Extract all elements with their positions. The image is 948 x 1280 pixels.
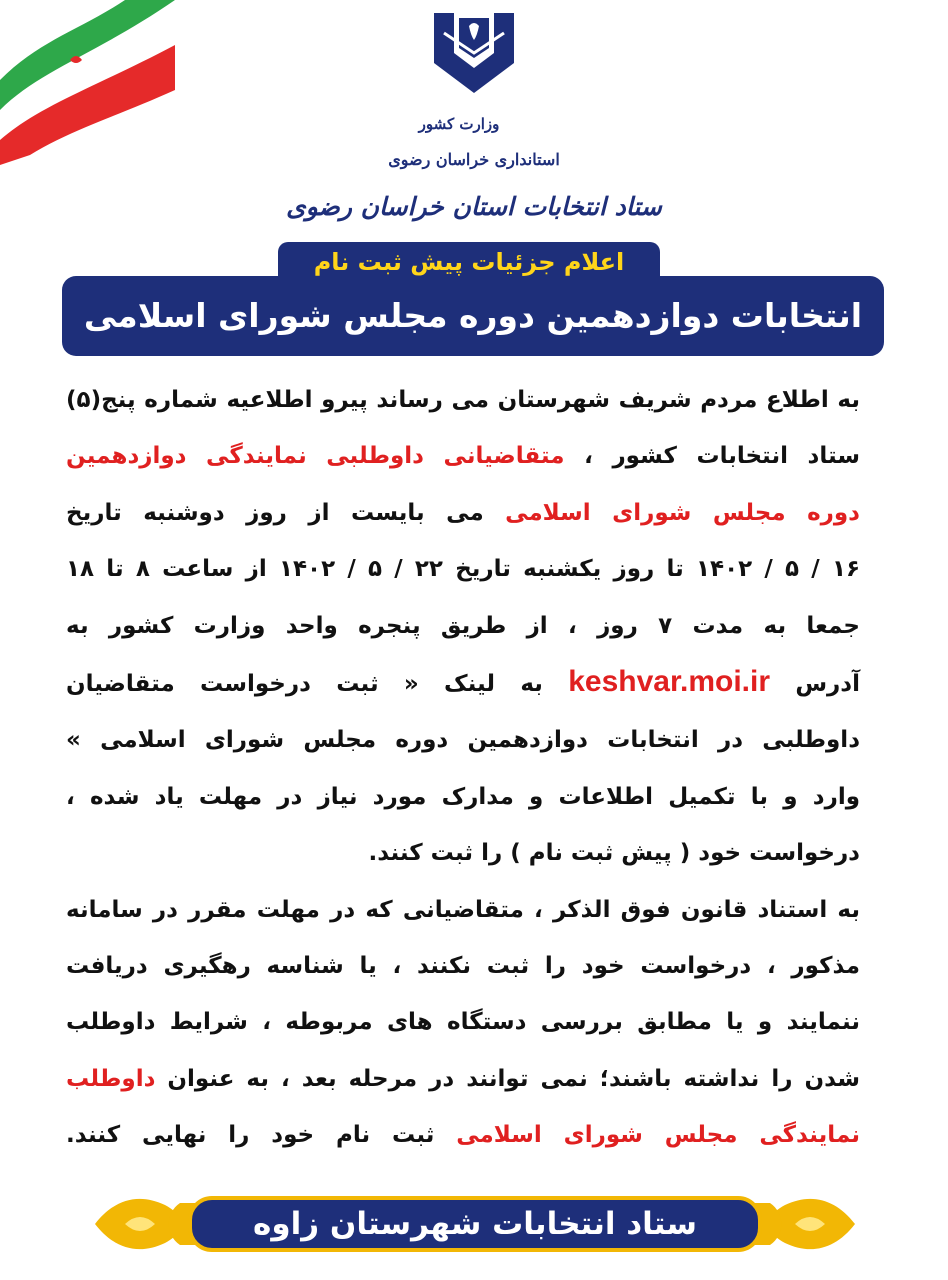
subtitle: اعلام جزئیات پیش ثبت نام <box>313 248 625 276</box>
body-line: داوطلبی در انتخابات دوازدهمین دوره مجلس شورای اسلامی » <box>66 727 860 754</box>
body-line: آدرس keshvar.moi.ir به لینک « ثبت درخواست متقاضیان <box>66 665 860 699</box>
footer-title: ستاد انتخابات شهرستان زاوه <box>253 1206 697 1242</box>
highlight-text: نمایندگی مجلس شورای اسلامی <box>456 1122 860 1149</box>
body-line: ستاد انتخابات کشور ، متقاضیانی داوطلبی نمایندگی دوازدهمین <box>66 443 860 470</box>
ballot-box-emblem-icon <box>424 8 524 98</box>
highlight-text: متقاضیانی داوطلبی نمایندگی دوازدهمین <box>66 443 565 470</box>
body-line: شدن را نداشته باشند؛ نمی توانند در مرحله بعد ، به عنوان داوطلب <box>66 1065 860 1092</box>
body-line: مذکور ، درخواست خود را ثبت نکنند ، یا شناسه رهگیری دریافت <box>66 953 860 980</box>
body-line: دوره مجلس شورای اسلامی می بایست از روز دوشنبه تاریخ <box>66 499 860 526</box>
governorate-label: استانداری خراسان رضوی <box>388 150 560 169</box>
body-line: جمعا به مدت ۷ روز ، از طریق پنجره واحد وزارت کشور به <box>66 612 861 639</box>
body-line: ۱۶ / ۵ / ۱۴۰۲ تا روز یکشنبه تاریخ ۲۲ / ۵ / ۱۴۰۲ از ساعت ۸ تا ۱۸ <box>66 556 861 583</box>
highlight-text: داوطلب <box>66 1065 156 1092</box>
iran-flag-icon <box>0 0 175 165</box>
body-line: وارد و با تکمیل اطلاعات و مدارک مورد نیاز در مهلت یاد شده ، <box>66 783 860 810</box>
body-line: به استناد قانون فوق الذکر ، متقاضیانی که در مهلت مقرر در سامانه <box>66 896 860 923</box>
announcement-body <box>66 372 860 1164</box>
body-line: ننمایند و یا مطابق بررسی دستگاه های مربوطه ، شرایط داوطلب <box>66 1009 860 1036</box>
website-link[interactable]: keshvar.moi.ir <box>568 665 771 699</box>
page-title: انتخابات دوازدهمین دوره مجلس شورای اسلامی <box>83 296 863 335</box>
ministry-label: وزارت کشور <box>418 115 500 133</box>
body-line: نمایندگی مجلس شورای اسلامی ثبت نام خود را نهایی کنند. <box>66 1122 860 1149</box>
body-line: درخواست خود ( پیش ثبت نام ) را ثبت کنند. <box>368 840 860 867</box>
highlight-text: دوره مجلس شورای اسلامی <box>505 499 860 526</box>
election-hq-label: ستاد انتخابات استان خراسان رضوی <box>286 192 662 221</box>
body-line: به اطلاع مردم شریف شهرستان می رساند پیرو اطلاعیه شماره پنج(۵) <box>66 387 860 413</box>
